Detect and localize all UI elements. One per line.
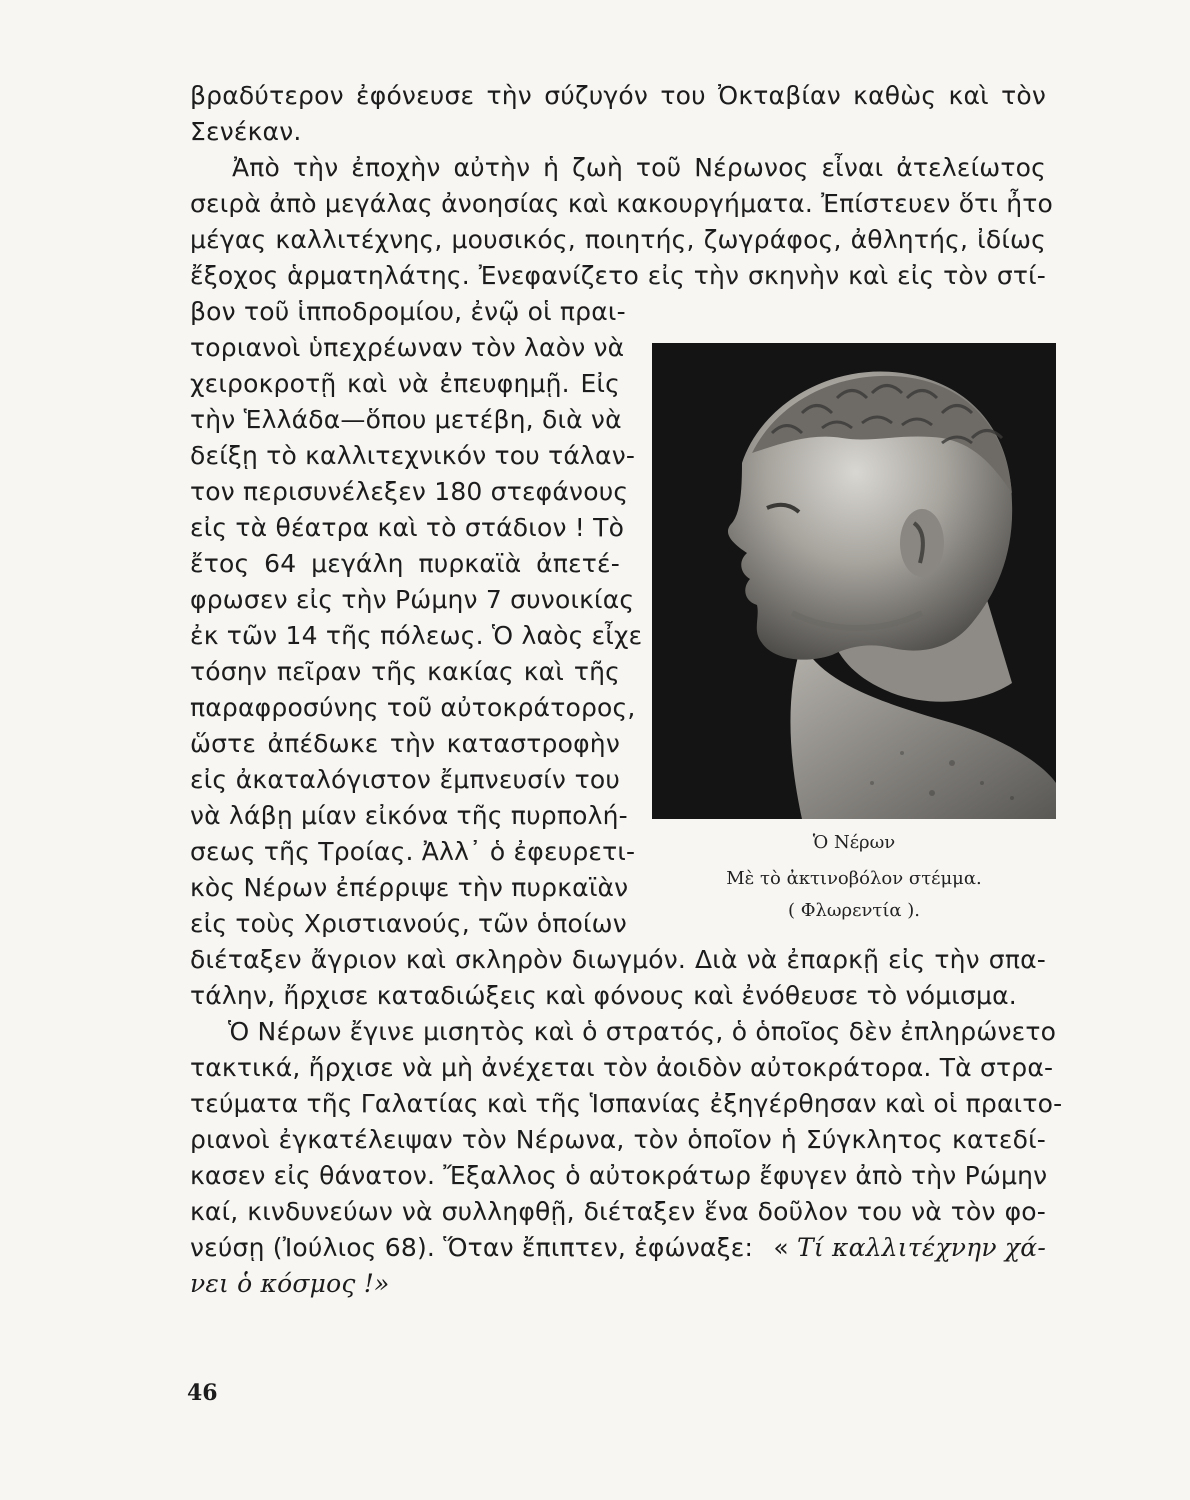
figure-caption-description: Μὲ τὸ ἀκτινοβόλον στέμμα. xyxy=(726,868,982,889)
text-line: μέγας καλλιτέχνης, μουσικός, ποιητής, ζωγράφος, ἀθλητής, ἰδίως xyxy=(190,225,1046,254)
text-line: καί, κινδυνεύων νὰ συλληφθῇ, διέταξεν ἕνα δοῦλον του νὰ τὸν φο- xyxy=(190,1197,1046,1226)
text-line: τεύματα τῆς Γαλατίας καὶ τῆς Ἱσπανίας ἐξηγέρθησαν καὶ οἱ πραιτο- xyxy=(190,1089,1063,1118)
bust-illustration xyxy=(652,343,1056,819)
text-line: ἔξοχος ἁρματηλάτης. Ἐνεφανίζετο εἰς τὴν σκηνὴν καὶ εἰς τὸν στί- xyxy=(190,261,1046,290)
figure-caption-title: Ὁ Νέρων xyxy=(812,832,896,853)
text-line: φρωσεν εἰς τὴν Ρώμην 7 συνοικίας xyxy=(190,585,635,614)
nero-bust-photo xyxy=(652,343,1056,819)
text-line: νὰ λάβῃ μίαν εἰκόνα τῆς πυρπολή- xyxy=(190,801,628,830)
text-line: βον τοῦ ἱπποδρομίου, ἐνῷ οἱ πραι- xyxy=(190,297,626,326)
quote-text: Τί καλλιτέχνην χά- xyxy=(797,1233,1046,1262)
text-segment: νεύσῃ (Ἰούλιος 68). Ὅταν ἔπιπτεν, ἐφώναξε: xyxy=(190,1233,754,1262)
text-line: τον περισυνέλεξεν 180 στεφάνους xyxy=(190,477,629,506)
text-line: τόσην πεῖραν τῆς κακίας καὶ τῆς xyxy=(190,657,620,686)
text-line: Σενέκαν. xyxy=(190,117,302,146)
page-number: 46 xyxy=(187,1380,218,1406)
text-line: δείξῃ τὸ καλλιτεχνικόν του τάλαν- xyxy=(190,441,636,470)
text-line: ὥστε ἀπέδωκε τὴν καταστροφὴν xyxy=(190,729,620,758)
text-line-with-quote xyxy=(190,1230,1046,1266)
text-line: ἔτος 64 μεγάλη πυρκαϊὰ ἀπετέ- xyxy=(190,549,620,578)
text-line: διέταξεν ἄγριον καὶ σκληρὸν διωγμόν. Διὰ νὰ ἐπαρκῇ εἰς τὴν σπα- xyxy=(190,945,1046,974)
text-line: βραδύτερον ἐφόνευσε τὴν σύζυγόν του Ὀκταβίαν καθὼς καὶ τὸν xyxy=(190,81,1046,110)
quote-segment xyxy=(773,1230,1046,1266)
text-line: τὴν Ἑλλάδα—ὅπου μετέβη, διὰ νὰ xyxy=(190,405,622,434)
text-line: σειρὰ ἀπὸ μεγάλας ἀνοησίας καὶ κακουργήματα. Ἐπίστευεν ὅτι ἦτο xyxy=(190,189,1054,218)
text-line: τοριανοὶ ὑπεχρέωναν τὸν λαὸν νὰ xyxy=(190,333,625,362)
text-line: εἰς ἀκαταλόγιστον ἔμπνευσίν του xyxy=(190,765,620,794)
text-line: χειροκροτῇ καὶ νὰ ἐπευφημῇ. Εἰς xyxy=(190,369,620,398)
quote-text-end: νει ὁ κόσμος !» xyxy=(190,1269,390,1298)
text-line: Ἀπὸ τὴν ἐποχὴν αὐτὴν ἡ ζωὴ τοῦ Νέρωνος εἶναι ἀτελείωτος xyxy=(232,153,1046,182)
text-line: παραφροσύνης τοῦ αὐτοκράτορος, xyxy=(190,693,636,722)
text-line: σεως τῆς Τροίας. Ἀλλ᾽ ὁ ἐφευρετι- xyxy=(190,837,636,866)
text-line: ριανοὶ ἐγκατέλειψαν τὸν Νέρωνα, τὸν ὁποῖον ἡ Σύγκλητος κατεδί- xyxy=(190,1125,1046,1154)
text-line: Ὁ Νέρων ἔγινε μισητὸς καὶ ὁ στρατός, ὁ ὁποῖος δὲν ἐπληρώνετο xyxy=(228,1017,1057,1046)
text-line: τακτικά, ἤρχισε νὰ μὴ ἀνέχεται τὸν ἀοιδὸν αὐτοκράτορα. Τὰ στρα- xyxy=(190,1053,1054,1082)
text-line: κασεν εἰς θάνατον. Ἔξαλλος ὁ αὐτοκράτωρ ἔφυγεν ἀπὸ τὴν Ρώμην xyxy=(190,1161,1048,1190)
figure-caption-location: ( Φλωρεντία ). xyxy=(787,900,921,921)
text-line: ἐκ τῶν 14 τῆς πόλεως. Ὁ λαὸς εἶχε xyxy=(190,621,643,650)
text-line: κὸς Νέρων ἐπέρριψε τὴν πυρκαϊὰν xyxy=(190,873,629,902)
quote-open-mark: « xyxy=(773,1233,789,1262)
text-line: τάλην, ἤρχισε καταδιώξεις καὶ φόνους καὶ ἐνόθευσε τὸ νόμισμα. xyxy=(190,981,1017,1010)
text-line: εἰς τοὺς Χριστιανούς, τῶν ὁποίων xyxy=(190,909,627,938)
text-line: εἰς τὰ θέατρα καὶ τὸ στάδιον ! Τὸ xyxy=(190,513,625,542)
